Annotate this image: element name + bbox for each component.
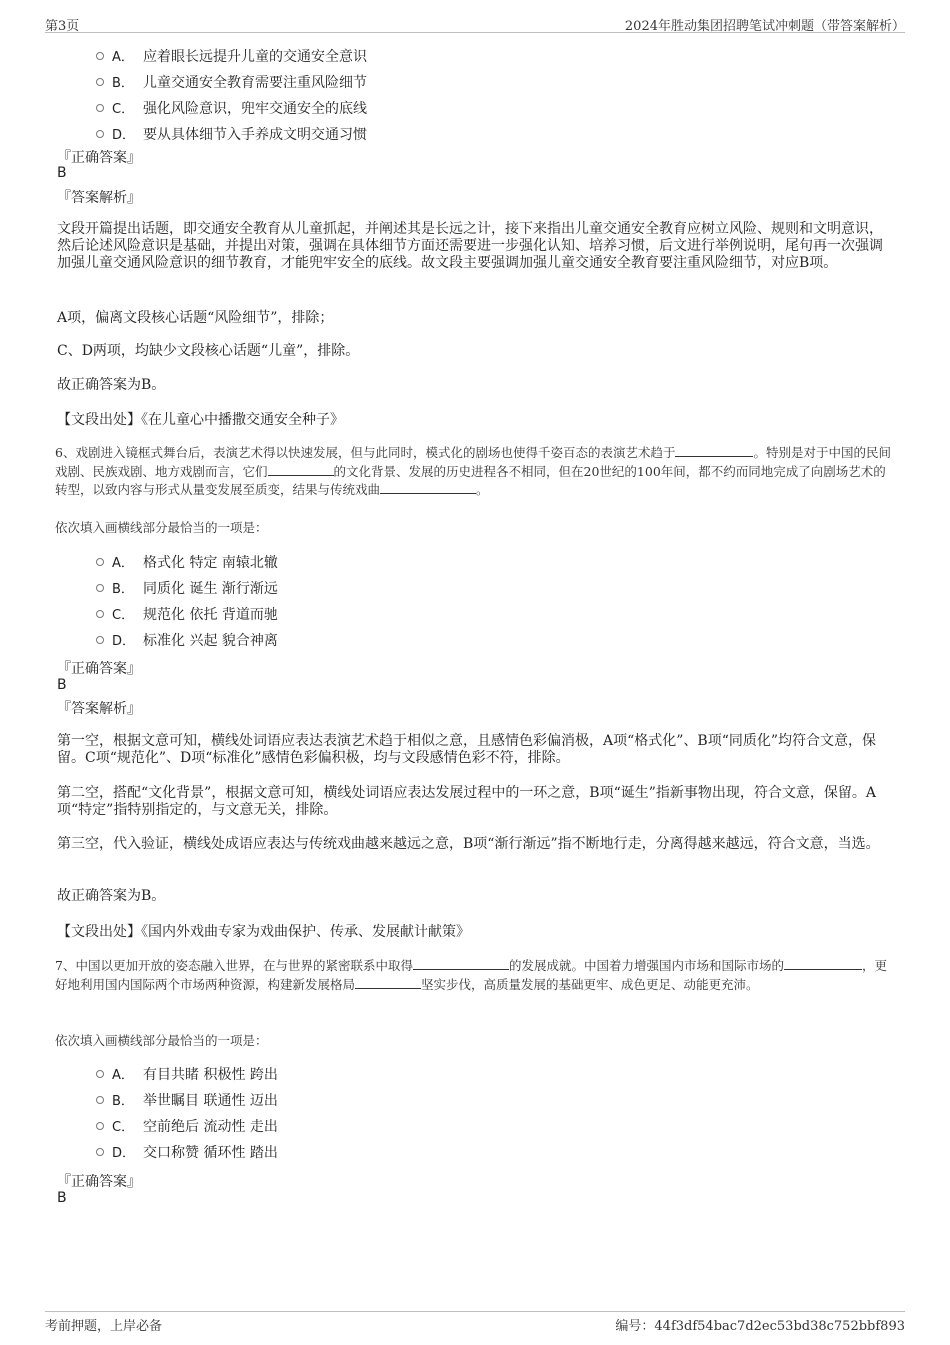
blank-line bbox=[380, 481, 476, 494]
option-b[interactable]: B． 儿童交通安全教育需要注重风险细节 bbox=[96, 70, 367, 96]
analysis-paragraph: 第二空，搭配“文化背景”，根据文意可知，横线处词语应表达发展过程中的一环之意，B项“诞生”指新事物出现，符合文意，保留。A项“特定”指特别指定的，与文意无关，排除。 bbox=[57, 785, 877, 818]
analysis-paragraph: 第三空，代入验证，横线处成语应表达与传统戏曲越来越远之意，B项“渐行渐远”指不断地行走，分离得越来越远，符合文意，当选。 bbox=[57, 836, 880, 852]
option-d[interactable]: D． 交口称赞 循环性 踏出 bbox=[96, 1140, 278, 1166]
correct-answer-label: 『正确答案』 bbox=[57, 1174, 141, 1190]
question-hint: 依次填入画横线部分最恰当的一项是： bbox=[55, 1033, 268, 1048]
analysis-paragraph: A项，偏离文段核心话题“风险细节”，排除； bbox=[57, 310, 334, 326]
radio-icon[interactable] bbox=[96, 558, 104, 566]
question-stem: 7、中国以更加开放的姿态融入世界，在与世界的紧密联系中取得 的发展成就。中国着力增强国内市场和国际市场的 ，更好地利用国内国际两个市场两种资源，构建新发展格局 坚实步伐，高质量发展的基础更牢、成色更足、动能更充沛。 bbox=[55, 958, 887, 992]
option-a[interactable]: A． 应着眼长远提升儿童的交通安全意识 bbox=[96, 44, 367, 70]
option-b[interactable]: B． 举世瞩目 联通性 迈出 bbox=[96, 1088, 278, 1114]
analysis-paragraph: 文段开篇提出话题，即交通安全教育从儿童抓起，并阐述其是长远之计，接下来指出儿童交通安全教育应树立风险、规则和文明意识，然后论述风险意识是基础，并提出对策，强调在具体细节方面还需要进一步强化认知、培养习惯，后文进行举例说明，尾句再一次强调加强儿童交通风险意识的细节教育，才能兜牢安全的底线。故文段主要强调加强儿童交通安全教育要注重风险细节，对应B项。 bbox=[57, 221, 883, 271]
analysis-paragraph: 故正确答案为B。 bbox=[57, 888, 166, 904]
page-number: 第3页 bbox=[45, 19, 80, 34]
analysis-paragraph: 故正确答案为B。 bbox=[57, 377, 166, 393]
option-c[interactable]: C． 空前绝后 流动性 走出 bbox=[96, 1114, 278, 1140]
correct-answer: B bbox=[57, 677, 67, 693]
option-list bbox=[96, 550, 278, 654]
radio-icon[interactable] bbox=[96, 78, 104, 86]
radio-icon[interactable] bbox=[96, 1148, 104, 1156]
document-title: 2024年胜动集团招聘笔试冲刺题（带答案解析） bbox=[624, 19, 905, 34]
option-list bbox=[96, 1062, 278, 1166]
radio-icon[interactable] bbox=[96, 104, 104, 112]
analysis-label: 『答案解析』 bbox=[57, 701, 141, 717]
correct-answer-label: 『正确答案』 bbox=[57, 661, 141, 677]
blank-line bbox=[355, 976, 421, 989]
page-header bbox=[45, 12, 905, 33]
source-citation: 【文段出处】《在儿童心中播撒交通安全种子》 bbox=[57, 412, 344, 428]
radio-icon[interactable] bbox=[96, 610, 104, 618]
document-id: 编号：44f3df54bac7d2ec53bd38c752bbf893 bbox=[615, 1319, 905, 1334]
option-c[interactable]: C． 规范化 依托 背道而驰 bbox=[96, 602, 278, 628]
analysis-label: 『答案解析』 bbox=[57, 190, 141, 206]
question-stem: 6、戏剧进入镜框式舞台后，表演艺术得以快速发展，但与此同时，模式化的剧场也使得千姿百态的表演艺术趋于 。特别是对于中国的民间戏剧、民族戏剧、地方戏剧而言，它们 的文化背景、发展的历史进程各不相同，但在20世纪的100年间，都不约而同地完成了向剧场艺术的转型，以致内容与形式从量变发展至质变，结果与传统戏曲 。 bbox=[55, 445, 891, 497]
blank-line bbox=[675, 444, 753, 457]
radio-icon[interactable] bbox=[96, 1096, 104, 1104]
analysis-paragraph: C、D两项，均缺少文段核心话题“儿童”，排除。 bbox=[57, 343, 360, 359]
option-d[interactable]: D． 标准化 兴起 貌合神离 bbox=[96, 628, 278, 654]
correct-answer: B bbox=[57, 1190, 67, 1206]
option-c[interactable]: C． 强化风险意识，兜牢交通安全的底线 bbox=[96, 96, 367, 122]
option-a[interactable]: A． 有目共睹 积极性 跨出 bbox=[96, 1062, 278, 1088]
question-hint: 依次填入画横线部分最恰当的一项是： bbox=[55, 520, 268, 535]
option-b[interactable]: B． 同质化 诞生 渐行渐远 bbox=[96, 576, 278, 602]
correct-answer: B bbox=[57, 165, 67, 181]
correct-answer-label: 『正确答案』 bbox=[57, 150, 141, 166]
blank-line bbox=[413, 957, 509, 970]
blank-line bbox=[784, 957, 862, 970]
radio-icon[interactable] bbox=[96, 584, 104, 592]
radio-icon[interactable] bbox=[96, 1122, 104, 1130]
option-d[interactable]: D． 要从具体细节入手养成文明交通习惯 bbox=[96, 122, 367, 148]
radio-icon[interactable] bbox=[96, 1070, 104, 1078]
source-citation: 【文段出处】《国内外戏曲专家为戏曲保护、传承、发展献计献策》 bbox=[57, 924, 470, 940]
footer-slogan: 考前押题，上岸必备 bbox=[45, 1319, 163, 1334]
radio-icon[interactable] bbox=[96, 130, 104, 138]
radio-icon[interactable] bbox=[96, 636, 104, 644]
option-a[interactable]: A． 格式化 特定 南辕北辙 bbox=[96, 550, 278, 576]
blank-line bbox=[268, 463, 334, 476]
analysis-paragraph: 第一空，根据文意可知，横线处词语应表达表演艺术趋于相似之意，且感情色彩偏消极，A项“格式化”、B项“同质化”均符合文意，保留。C项“规范化”、D项“标准化”感情色彩偏积极，均与文段感情色彩不符，排除。 bbox=[57, 733, 877, 766]
page-footer bbox=[45, 1311, 905, 1332]
radio-icon[interactable] bbox=[96, 52, 104, 60]
option-list bbox=[96, 44, 367, 148]
